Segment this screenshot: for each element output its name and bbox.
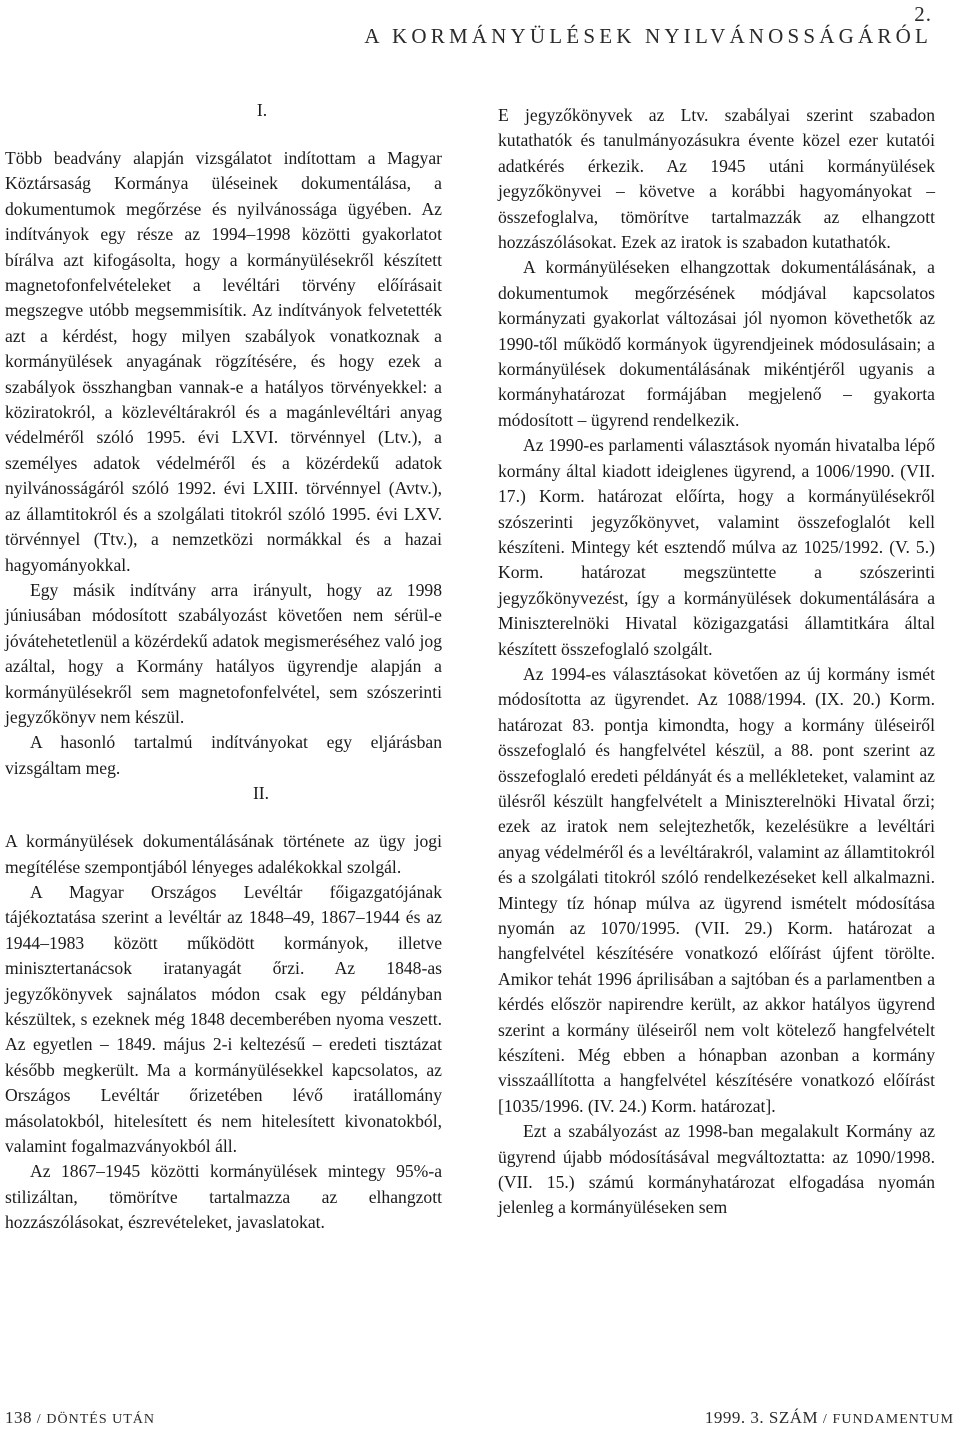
paragraph: A kormányülések dokumentálásának története az ügy jogi megítélése szempontjából lényeges adalékokkal szolgál.: [5, 831, 442, 877]
paragraph: Az 1867–1945 közötti kormányülések mintegy 95%-a stilizáltan, tömörítve tartalmazza az elhangzott hozzászólásokat, észrevételeket, javaslatokat.: [5, 1161, 442, 1233]
chapter-title: A KORMÁNYÜLÉSEK NYILVÁNOSSÁGÁRÓL: [364, 24, 932, 48]
paragraph: Ezt a szabályozást az 1998-ban megalakult Kormány az ügyrend újabb módosításával megváltoztatta: az 1090/1998. (VII. 15.) számú kormányhatározat elfogadása nyomán jelenleg a kormányüléseken sem: [498, 1121, 935, 1218]
paragraph: A Magyar Országos Levéltár főigazgatójának tájékoztatása szerint a levéltár az 1848–49, 1867–1944 és az 1944–1983 között működött kormányok, illetve minisztertanácsok iratanyagát őrzi. Az 1848-as jegyzőkönyvek sajnálatos módon csak egy példányban készültek, s ezeknek még 1848 decemberében nyoma veszett. Az egyetlen – 1849. május 2-i keltezésű – eredeti tisztázat később megkerült. Ma a kormányülésekkel kapcsolatos, az Országos Levéltár őrizetében lévő iratállomány másolatokból, hitelesített és nem hitelesített kivonatokból, valamint fogalmazványokból áll.: [5, 881, 442, 1157]
paragraph: A kormányüléseken elhangzottak dokumentálásának, a dokumentumok megőrzésének módjával kapcsolatos kormányzati gyakorlat változásai jól nyomon követhetők az 1990-től működő kormányok ügyrendjeinek módosulásain; a kormányülések dokumentálásának mikéntjéről ugyanis a kormányhatározat formájában megjelenő – gyakorta módosított – ügyrend rendelkezik.: [498, 257, 935, 430]
section-name: DÖNTÉS UTÁN: [46, 1412, 155, 1427]
journal-name: FUNDAMENTUM: [832, 1412, 954, 1427]
page-number: 138: [5, 1408, 32, 1427]
paragraph: Egy másik indítvány arra irányult, hogy az 1998 júniusában módosított szabályozást követően nem sérül-e jóvátehetetlenül a közérdekű adatok megismeréséhez való jog azáltal, hogy a Kormány hatályos ügyrendje alapján a kormányülésekről sem magnetofonfelvétel, sem szószerinti jegyzőkönyv nem készül.: [5, 579, 442, 727]
paragraph: Az 1990-es parlamenti választások nyomán hivatalba lépő kormány által kiadott ideiglenes ügyrend, a 1006/1990. (VII. 17.) Korm. határozat előírta, hogy a kormányülésekről szószerinti jegyzőkönyvet, valamint összefoglalót kell készíteni. Mintegy két esztendő múlva az 1025/1992. (V. 5.) Korm. határozat megszüntette a szószerinti jegyzőkönyvezést, így a kormányülések dokumentálására a Miniszterelnöki Hivatal közigazgatási államtitkára által készített összefoglaló szolgált.: [498, 435, 935, 659]
footer-separator: /: [36, 1412, 42, 1427]
footer-right: [705, 1408, 954, 1428]
paragraph: A hasonló tartalmú indítványokat egy eljárásban vizsgáltam meg.: [5, 732, 442, 778]
footer-separator: /: [822, 1412, 828, 1427]
right-column: [498, 103, 935, 1221]
issue-label: 1999. 3. SZÁM: [704, 1408, 819, 1427]
paragraph: E jegyzőkönyvek az Ltv. szabályai szerint szabadon kutathatók és tanulmányozásukra évente közel ezer kutatói adatkérés érkezik. Az 1945 utáni kormányülések jegyzőkönyvei – követve a korábbi hagyományokat – összefoglalva, tömörítve tartalmazzák az elhangzott hozzászólásokat. Ezek az iratok is szabadon kutathatók.: [498, 105, 935, 253]
left-column: [5, 98, 442, 1236]
section-heading-2: II.: [252, 783, 270, 804]
footer-left: [5, 1408, 155, 1428]
chapter-number: 2.: [914, 2, 932, 26]
paragraph: Az 1994-es választásokat követően az új kormány ismét módosította az ügyrendet. Az 1088/1994. (IX. 20.) Korm. határozat 83. pontja kimondta, hogy a kormány üléseiről összefoglaló és hangfelvétel készül, a 88. pont szerint az összefoglaló eredeti példányát és a mellékleteket, valamint az ülésről készült hangfelvételt a Miniszterelnöki Hivatal őrzi; ezek az iratok nem selejtezhetők, kezelésükre a levéltári anyag védelméről és a levéltárakról, valamint az államtitokról és a szolgálati titokról szóló rendelkezéseket kell alkalmazni. Mintegy tíz hónap múlva az ügyrend ismételt módosítása nyomán az 1070/1995. (VII. 29.) Korm. határozat a hangfelvétel készítésére vonatkozó előírást újfent törölte. Amikor tehát 1996 áprilisában a sajtóban és a parlamentben a kérdés először napirendre került, az akkor hatályos ügyrend szerint a kormány üléseiről nem volt kötelező hangfelvételt készíteni. Még ebben a hónapban azonban a kormány visszaállította a hangfelvétel készítésére vonatkozó előírást [1035/1996. (IV. 24.) Korm. határozat].: [498, 663, 935, 1116]
section-heading-1: I.: [256, 100, 268, 120]
paragraph: Több beadvány alapján vizsgálatot indítottam a Magyar Köztársaság Kormánya üléseinek dokumentálása, a dokumentumok megőrzése és nyilvánossága ügyében. Az indítványok egy része az 1994–1998 közötti gyakorlatot bírálva azt kifogásolta, hogy a kormányülésekről készített magnetofonfelvételeket a levéltári törvény előírásait megszegve utóbb megsemmisítik. Az indítványok felvetették azt a kérdést, hogy milyen szabályok vonatkoznak a kormányülések anyagának rögzítésére, és hogy ezek a szabályok összhangban vannak-e a hatályos törvényekkel: a köziratokról, a közlevéltárakról és a magánlevéltári anyag védelméről szóló 1995. évi LXVI. törvénnyel (Ltv.), a személyes adatok védelméről és a közérdekű adatok nyilvánosságáról szóló 1992. évi LXIII. törvénnyel (Avtv.), az államtitokról és a szolgálati titokról szóló 1995. évi LXV. törvénnyel (Ttv.), a nemzetközi normákkal és a hazai hagyományokkal.: [5, 148, 442, 575]
